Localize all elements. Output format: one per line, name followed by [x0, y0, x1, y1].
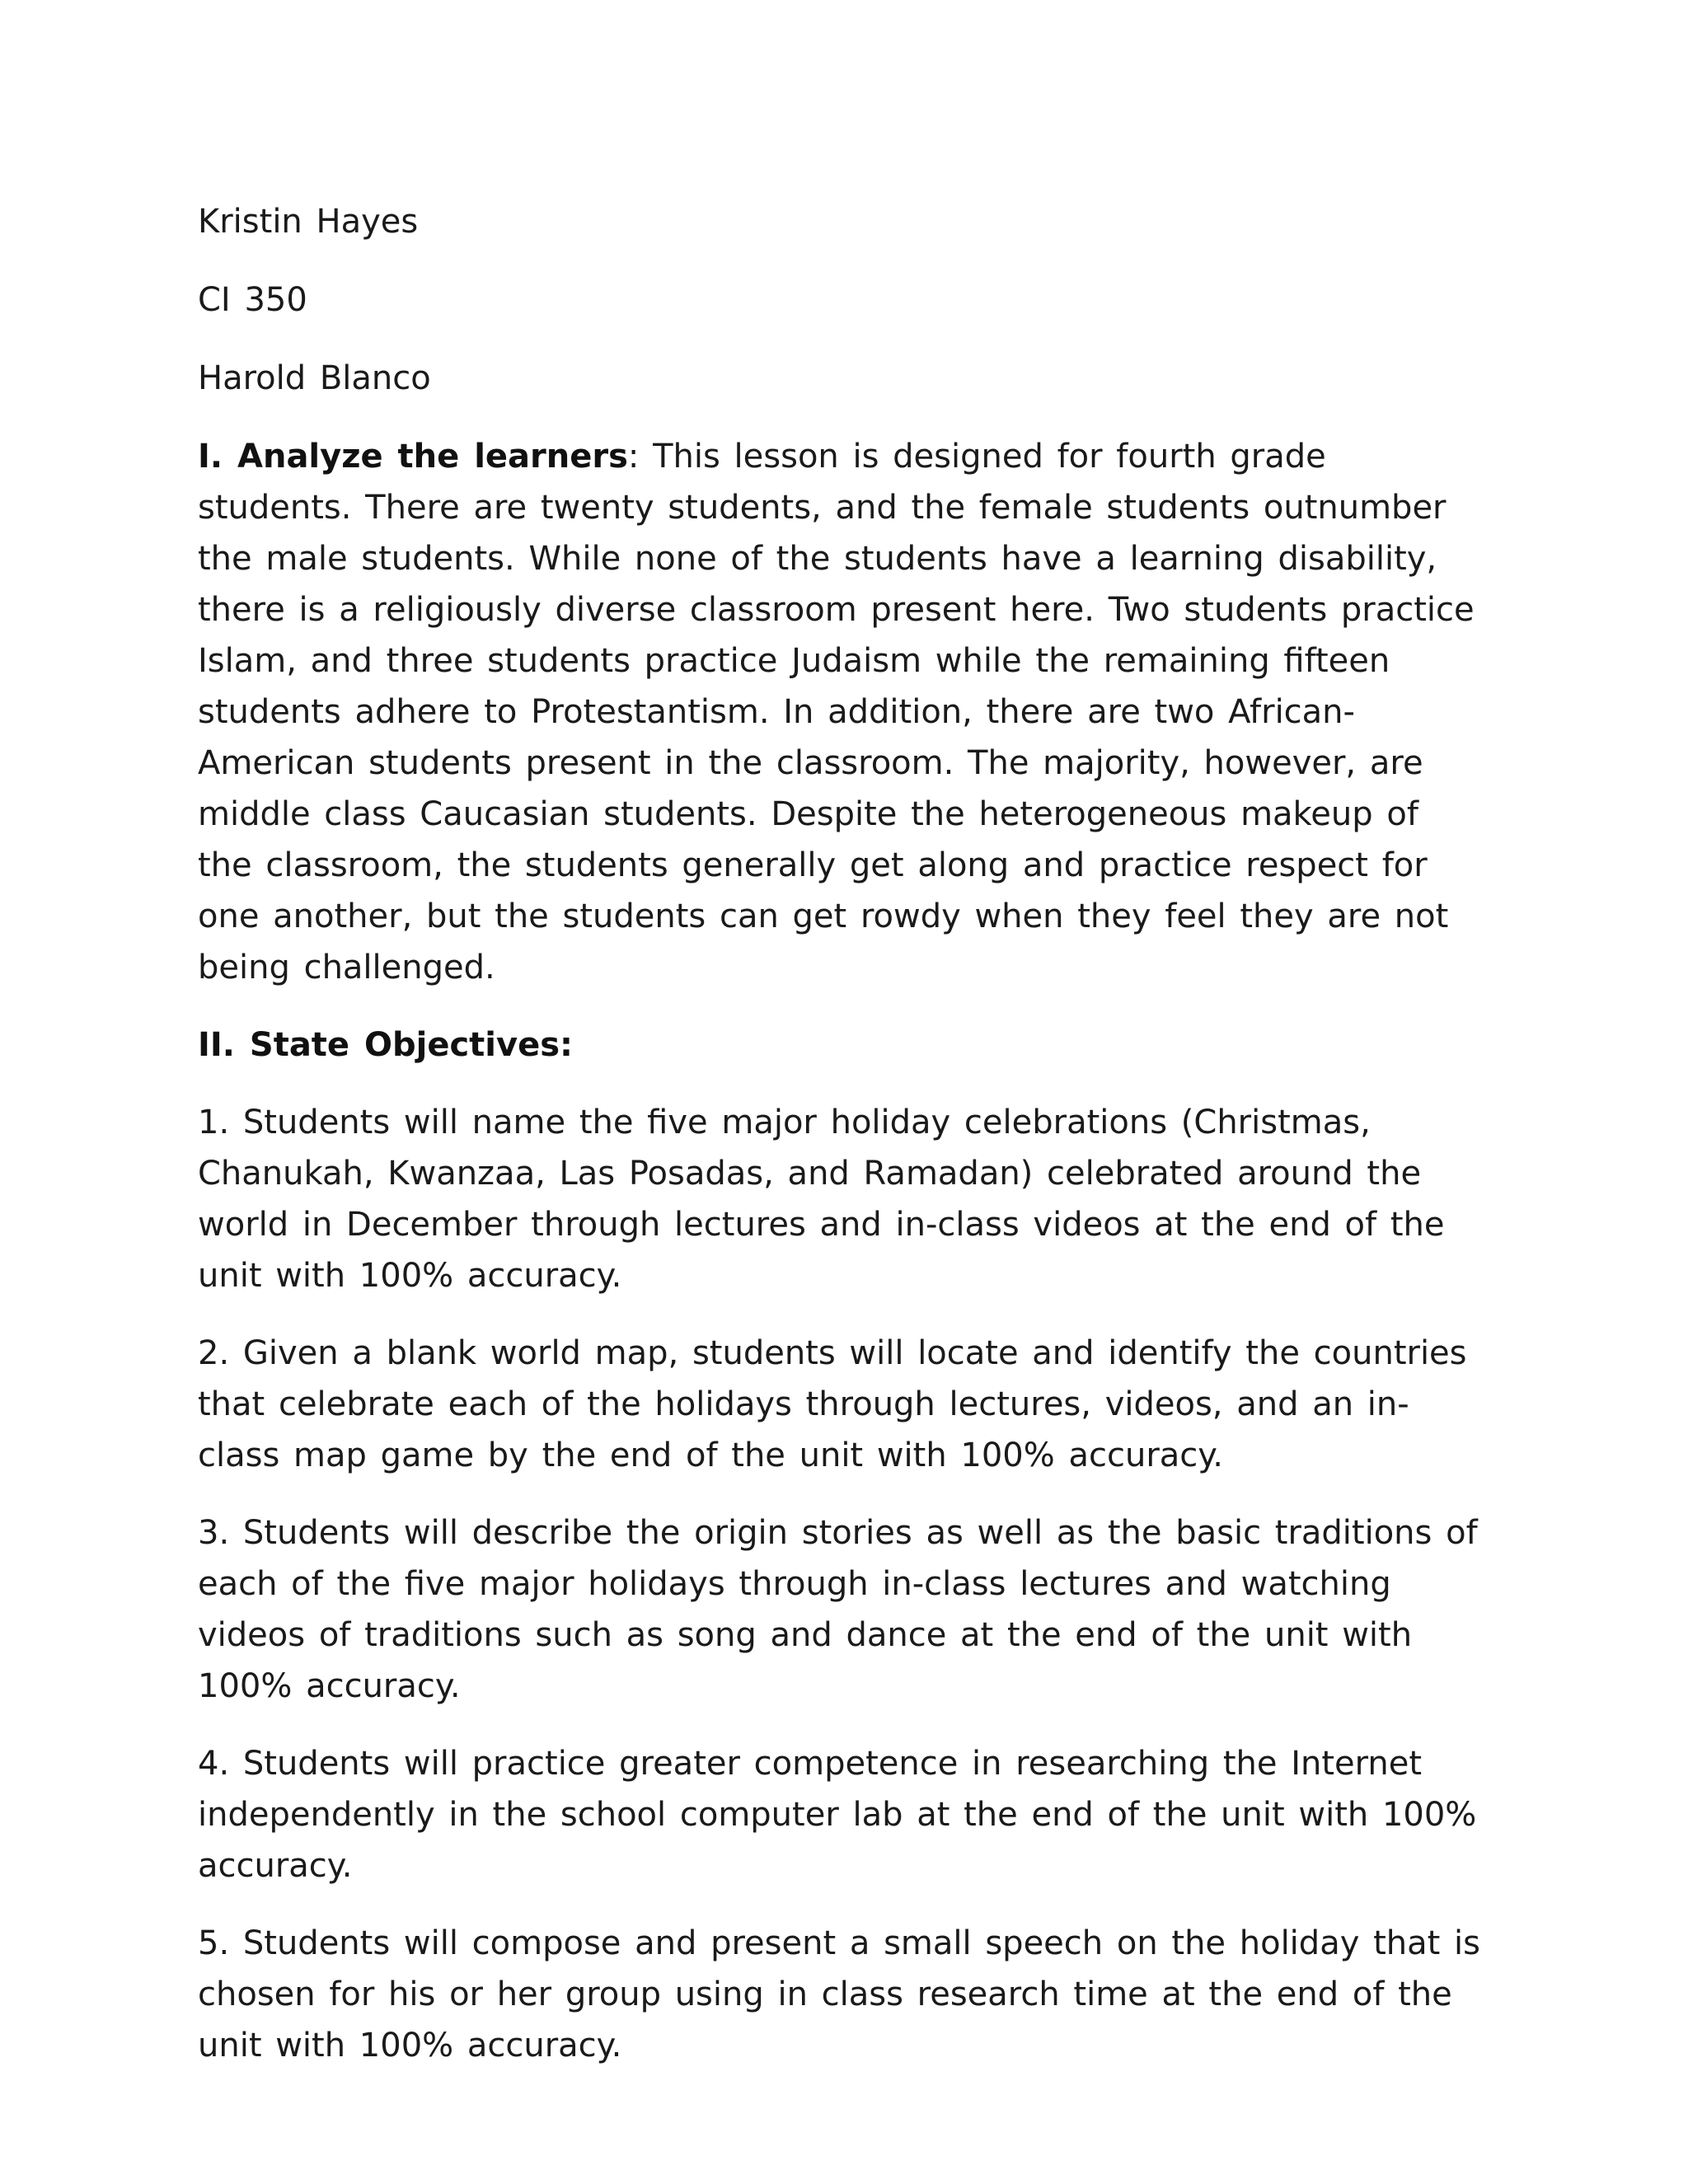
objective-item: 2. Given a blank world map, students will locate and identify the countries that celebrate each of the holidays through lectures, videos, and an in-class map game by the end of the unit with 100% accuracy.: [198, 1334, 1467, 1474]
objective-item: 5. Students will compose and present a small speech on the holiday that is chosen for his or her group using in class research time at the end of the unit with 100% accuracy.: [198, 1924, 1480, 2064]
document-body: [198, 196, 1484, 2097]
learner-analysis-paragraph: [198, 431, 1484, 993]
course-code: CI 350: [198, 281, 307, 319]
objective-item: 4. Students will practice greater competence in researching the Internet independently in the school computer lab at the end of the unit with 100% accuracy.: [198, 1745, 1477, 1885]
instructor-name: Harold Blanco: [198, 359, 431, 397]
objective-item: 3. Students will describe the origin stories as well as the basic traditions of each of the five major holidays through in-class lectures and watching videos of traditions such as song and dance at the end of the unit with 100% accuracy.: [198, 1514, 1478, 1705]
learner-analysis-heading: I. Analyze the learners: [198, 438, 628, 476]
objectives-heading: II. State Objectives:: [198, 1026, 574, 1064]
learner-analysis-separator: :: [627, 438, 640, 476]
objective-item: 1. Students will name the five major holiday celebrations (Christmas, Chanukah, Kwanzaa, Las Posadas, and Ramadan) celebrated around the world in December through lectures and in-class videos at the end of the unit with 100% accuracy.: [198, 1104, 1445, 1295]
author-name: Kristin Hayes: [198, 203, 419, 241]
learner-analysis-text: This lesson is designed for fourth grade students. There are twenty students, and the female students outnumber the male students. While none of the students have a learning disability, there is a religiously diverse classroom present here. Two students practice Islam, and three students practice Judaism while the remaining fifteen students adhere to Protestantism. In addition, there are two African-American students present in the classroom. The majority, however, are middle class Caucasian students. Despite the heterogeneous makeup of the classroom, the students generally get along and practice respect for one another, but the students can get rowdy when they feel they are not being challenged.: [198, 438, 1475, 987]
